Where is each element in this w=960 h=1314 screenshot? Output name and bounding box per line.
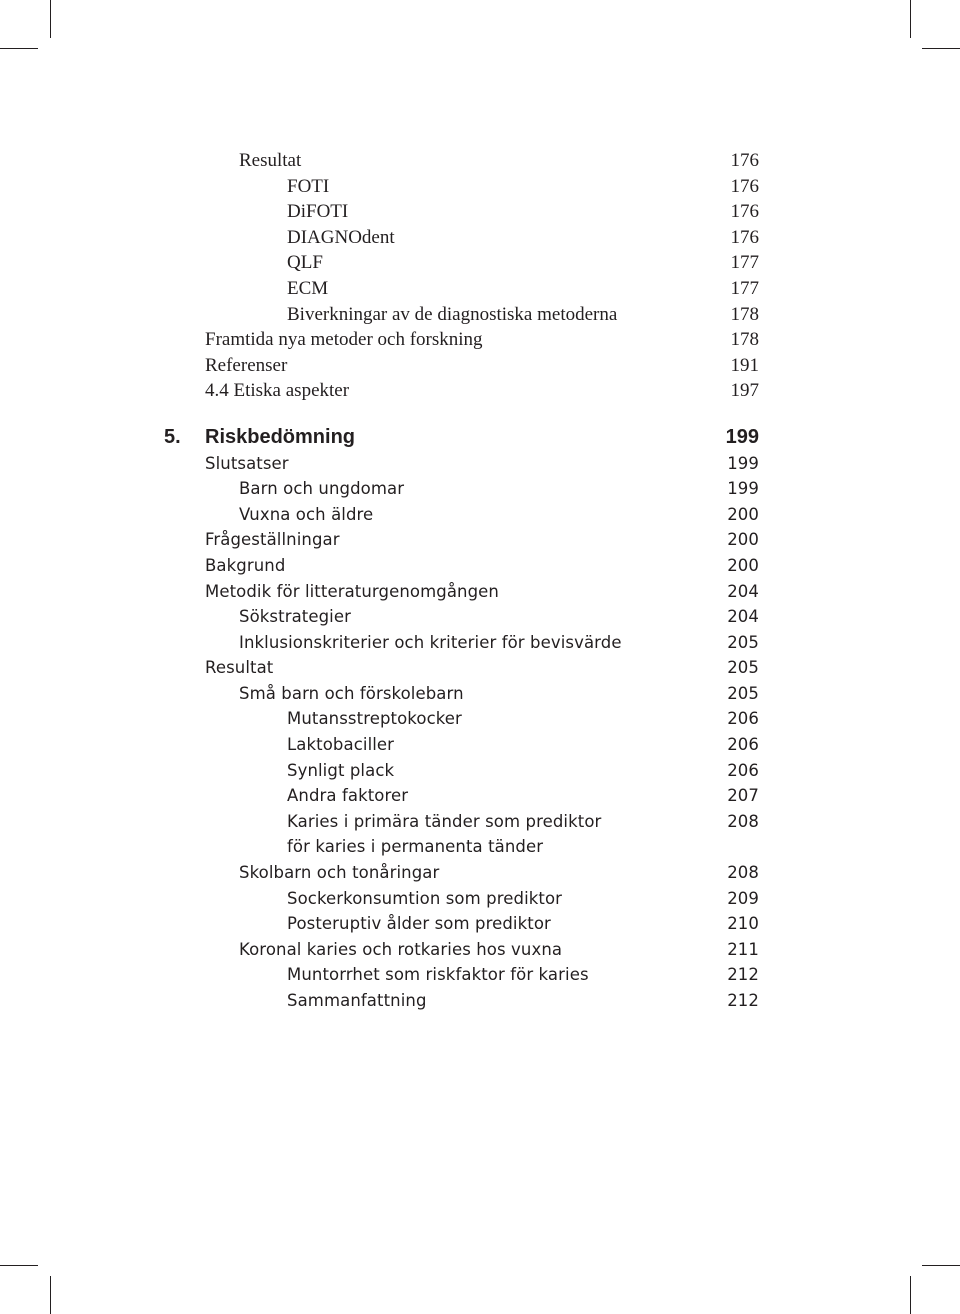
toc-entry-page: 212 bbox=[727, 991, 759, 1010]
toc-entry-page: 206 bbox=[727, 760, 759, 780]
toc-entry[interactable] bbox=[0, 834, 960, 860]
toc-entry-title: Synligt plack bbox=[287, 760, 395, 780]
toc-entry-title: Laktobaciller bbox=[287, 735, 395, 755]
toc-entry-page: 200 bbox=[727, 530, 759, 550]
toc-entry-title: Sökstrategier bbox=[239, 607, 351, 627]
chapter-number: 5. bbox=[164, 425, 181, 448]
toc-entry[interactable] bbox=[0, 783, 960, 809]
toc-entry[interactable] bbox=[0, 988, 960, 1014]
toc-entry-title: Muntorrhet som riskfaktor för karies bbox=[287, 965, 589, 985]
toc-entry-page: 199 bbox=[727, 479, 759, 499]
crop-mark bbox=[922, 1265, 960, 1266]
toc-entry[interactable] bbox=[0, 706, 960, 732]
toc-entry-title: Skolbarn och tonåringar bbox=[239, 863, 440, 883]
toc-entry-page: 206 bbox=[727, 709, 759, 729]
toc-entry-title: DIAGNOdent bbox=[287, 226, 395, 248]
toc-entry[interactable] bbox=[0, 353, 960, 379]
toc-entry-page: 208 bbox=[727, 863, 759, 883]
toc-entry-page: 177 bbox=[730, 252, 759, 274]
toc-entry-page: 197 bbox=[730, 380, 759, 402]
toc-entry[interactable] bbox=[0, 327, 960, 353]
toc-entry-page: 212 bbox=[727, 965, 759, 985]
toc-entry[interactable] bbox=[0, 604, 960, 630]
chapter-title: Riskbedömning bbox=[205, 425, 356, 448]
toc-entry-title: Karies i primära tänder som prediktor bbox=[287, 811, 602, 831]
toc-entry[interactable] bbox=[0, 451, 960, 477]
toc-entry-page: 177 bbox=[730, 277, 759, 299]
toc-entry[interactable] bbox=[0, 378, 960, 404]
toc-entry-page: 205 bbox=[727, 658, 759, 678]
toc-entry-title: Biverkningar av de diagnostiska metoderna bbox=[287, 303, 618, 325]
toc-entry-title: Koronal karies och rotkaries hos vuxna bbox=[239, 939, 563, 959]
toc-entry-title: Frågeställningar bbox=[205, 530, 340, 550]
toc-entry-page: 206 bbox=[727, 735, 759, 755]
toc-entry[interactable] bbox=[0, 962, 960, 988]
toc-entry-page: 204 bbox=[727, 581, 759, 601]
toc-entry-title: DiFOTI bbox=[287, 201, 349, 223]
toc-entry[interactable] bbox=[0, 502, 960, 528]
toc-entry-title: Metodik för litteraturgenomgången bbox=[205, 581, 499, 601]
toc-entry-page: 176 bbox=[730, 201, 759, 223]
toc-entry-page: 200 bbox=[727, 504, 759, 524]
toc-entry-title: QLF bbox=[287, 252, 323, 274]
toc-entry-page: 207 bbox=[727, 786, 759, 806]
toc-entry-title: Sockerkonsumtion som prediktor bbox=[287, 888, 563, 908]
toc-entry-page: 176 bbox=[730, 150, 759, 171]
toc-entry-page: 210 bbox=[727, 914, 759, 934]
toc-entry-title: Referenser bbox=[205, 354, 288, 376]
toc-entry-title: Sammanfattning bbox=[287, 991, 427, 1010]
toc-entry-page: 176 bbox=[730, 175, 759, 197]
toc-entry[interactable] bbox=[0, 250, 960, 276]
toc-entry-page: 178 bbox=[730, 303, 759, 325]
toc-entry-page: 209 bbox=[727, 888, 759, 908]
toc-entry[interactable] bbox=[0, 225, 960, 251]
toc-entry-title: Andra faktorer bbox=[287, 786, 409, 806]
toc-entry[interactable] bbox=[0, 174, 960, 200]
toc-entry[interactable] bbox=[0, 476, 960, 502]
chapter-page: 199 bbox=[725, 425, 759, 448]
toc-entry-title: Vuxna och äldre bbox=[239, 504, 374, 524]
toc-entry-page: 205 bbox=[727, 683, 759, 703]
toc-entry[interactable] bbox=[0, 553, 960, 579]
toc-entry-page: 208 bbox=[727, 811, 759, 831]
toc-entry[interactable] bbox=[0, 302, 960, 328]
crop-mark bbox=[910, 0, 911, 38]
chapter-heading[interactable] bbox=[0, 425, 960, 451]
toc-entry-title: FOTI bbox=[287, 175, 330, 197]
toc-entry[interactable] bbox=[0, 199, 960, 225]
crop-mark bbox=[922, 48, 960, 49]
toc-entry-page: 176 bbox=[730, 226, 759, 248]
crop-mark bbox=[50, 0, 51, 38]
toc-entry-title: Barn och ungdomar bbox=[239, 479, 405, 499]
toc-entry[interactable] bbox=[0, 758, 960, 784]
crop-mark bbox=[50, 1276, 51, 1314]
toc-entry-page: 199 bbox=[727, 453, 759, 473]
toc-entry-title: Resultat bbox=[205, 658, 274, 678]
toc-entry-page: 204 bbox=[727, 607, 759, 627]
toc-entry-title: Posteruptiv ålder som prediktor bbox=[287, 914, 551, 934]
toc-entry[interactable] bbox=[0, 681, 960, 707]
toc-entry[interactable] bbox=[0, 886, 960, 912]
toc-entry-title: Inklusionskriterier och kriterier för bevisvärde bbox=[239, 632, 622, 652]
toc-entry[interactable] bbox=[0, 732, 960, 758]
toc-entry-title: för karies i permanenta tänder bbox=[287, 837, 544, 857]
crop-mark bbox=[910, 1276, 911, 1314]
toc-entry-title: Små barn och förskolebarn bbox=[239, 683, 464, 703]
toc-entry-title: Resultat bbox=[239, 150, 302, 171]
toc-entry[interactable] bbox=[0, 655, 960, 681]
toc-entry-title: Slutsatser bbox=[205, 453, 289, 473]
toc-entry[interactable] bbox=[0, 579, 960, 605]
toc-entry-title: ECM bbox=[287, 277, 329, 299]
toc-entry-title: Bakgrund bbox=[205, 555, 286, 575]
toc-entry-page: 211 bbox=[727, 939, 759, 959]
toc-section-a bbox=[0, 148, 960, 404]
toc-entry-title: Framtida nya metoder och forskning bbox=[205, 329, 483, 351]
chapter-spacer bbox=[0, 404, 960, 425]
toc-entry[interactable] bbox=[0, 860, 960, 886]
toc-entry-title: Mutansstreptokocker bbox=[287, 709, 462, 729]
table-of-contents bbox=[0, 148, 960, 1014]
toc-entry[interactable] bbox=[0, 911, 960, 937]
toc-entry[interactable] bbox=[0, 527, 960, 553]
toc-entry[interactable] bbox=[0, 937, 960, 963]
crop-mark bbox=[0, 48, 38, 49]
toc-entry-page: 178 bbox=[730, 329, 759, 351]
toc-entry-page: 200 bbox=[727, 555, 759, 575]
toc-entry-page: 205 bbox=[727, 632, 759, 652]
toc-entry[interactable] bbox=[0, 276, 960, 302]
toc-entry-title: 4.4 Etiska aspekter bbox=[205, 380, 350, 402]
toc-entry[interactable] bbox=[0, 148, 960, 174]
crop-mark bbox=[0, 1265, 38, 1266]
toc-entry[interactable] bbox=[0, 630, 960, 656]
toc-section-b bbox=[0, 451, 960, 1014]
toc-entry[interactable] bbox=[0, 809, 960, 835]
toc-entry-page: 191 bbox=[730, 354, 759, 376]
